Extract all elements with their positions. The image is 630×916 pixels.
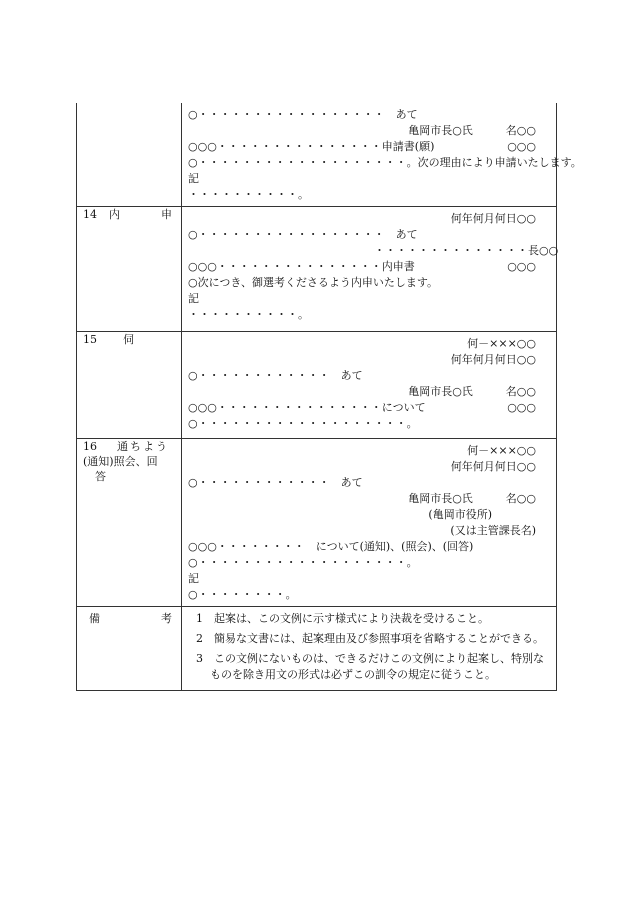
table-row-15 xyxy=(77,332,557,439)
body-line: ○・・・・・・・・・・・・ あて xyxy=(188,476,363,489)
addressee-line: 亀岡市長○氏 名○○ xyxy=(408,492,536,505)
row-title-part: 伺 xyxy=(123,333,134,346)
addressee-line: 亀岡市長○氏 名○○ xyxy=(408,385,536,398)
remark-number: 1 xyxy=(196,612,203,625)
table-row-continuation xyxy=(77,103,557,207)
row-label-cell xyxy=(77,103,182,207)
office-line: (又は主管課長名) xyxy=(450,524,536,537)
date-line: 何年何月何日○○ xyxy=(450,212,536,225)
body-line: ・・・・・・・・・・。 xyxy=(188,308,309,321)
sender-line: ○○○ xyxy=(507,140,536,153)
remark-text: この文例にないものは、できるだけこの文例により起案し、特別なものを除き用文の形式は必ずこの訓令の規定に従うこと。 xyxy=(210,652,544,681)
body-line: ・・・・・・・・・・。 xyxy=(188,188,309,201)
body-line: ○・・・・・・・・。 xyxy=(188,588,297,601)
row-label-cell xyxy=(77,439,182,607)
sender-line: ・・・・・・・・・・・・・・長○○ xyxy=(374,244,559,257)
table-row-remarks xyxy=(77,607,557,691)
row-title-part: 申 xyxy=(161,208,172,221)
document-number: 何－×××○○ xyxy=(467,337,536,350)
row-body-cell xyxy=(182,439,557,607)
record-marker: 記 xyxy=(188,292,199,305)
addressee-line: 亀岡市長○氏 名○○ xyxy=(408,124,536,137)
table-row-16 xyxy=(77,439,557,607)
body-line: ○○○・・・・・・・・ について(通知)、(照会)、(回答) xyxy=(188,540,474,553)
remark-text: 簡易な文書には、起案理由及び参照事項を省略することができる。 xyxy=(214,632,544,645)
remark-item xyxy=(188,611,550,627)
remarks-label-part: 考 xyxy=(161,612,172,625)
row-label-cell xyxy=(77,332,182,439)
row-number: 16 xyxy=(83,440,97,453)
row-title-part: 内 xyxy=(109,208,120,221)
row-label-cell xyxy=(77,207,182,332)
remark-number: 2 xyxy=(196,632,203,645)
body-line: ○・・・・・・・・・・・・・・・・・ あて xyxy=(188,228,418,241)
body-line: ○・・・・・・・・・・・・ あて xyxy=(188,369,363,382)
body-line: ○○○・・・・・・・・・・・・・・・申請書(願) xyxy=(188,140,435,153)
remark-item xyxy=(188,651,550,683)
body-line: ○・・・・・・・・・・・・・・・・・ あて xyxy=(188,108,418,121)
row-number: 14 xyxy=(83,208,97,221)
document-table xyxy=(76,103,582,691)
remark-number: 3 xyxy=(196,652,203,665)
office-line: (亀岡市役所) xyxy=(428,508,536,521)
row-label-cell xyxy=(77,607,182,691)
body-line: ○次につき、御選考くださるよう内申いたします。 xyxy=(188,276,439,289)
remarks-label-part: 備 xyxy=(89,612,100,625)
row-title-part: (通知)照会、回 xyxy=(83,455,158,468)
row-body-cell xyxy=(182,103,582,207)
body-line: ○・・・・・・・・・・・・・・・・・・・。 xyxy=(188,417,418,430)
sender-line: ○○○ xyxy=(507,260,536,273)
document-number: 何－×××○○ xyxy=(467,444,536,457)
sender-line: ○○○ xyxy=(507,401,536,414)
table-row-14 xyxy=(77,207,557,332)
row-number: 15 xyxy=(83,333,97,346)
body-line: ○・・・・・・・・・・・・・・・・・・・。 xyxy=(188,556,418,569)
record-marker: 記 xyxy=(188,172,199,185)
row-title-part: 答 xyxy=(95,470,106,483)
body-line: ○・・・・・・・・・・・・・・・・・・・。次の理由により申請いたします。 xyxy=(188,156,582,169)
body-line: ○○○・・・・・・・・・・・・・・・について xyxy=(188,401,426,414)
row-body-cell xyxy=(182,207,557,332)
body-line: ○○○・・・・・・・・・・・・・・・内申書 xyxy=(188,260,415,273)
remarks-body-cell xyxy=(182,607,557,691)
row-body-cell xyxy=(182,332,557,439)
row-title-part: 通ちよう xyxy=(117,440,169,453)
record-marker: 記 xyxy=(188,572,199,585)
remark-item xyxy=(188,631,550,647)
remark-text: 起案は、この文例に示す様式により決裁を受けること。 xyxy=(214,612,489,625)
date-line: 何年何月何日○○ xyxy=(450,353,536,366)
date-line: 何年何月何日○○ xyxy=(450,460,536,473)
